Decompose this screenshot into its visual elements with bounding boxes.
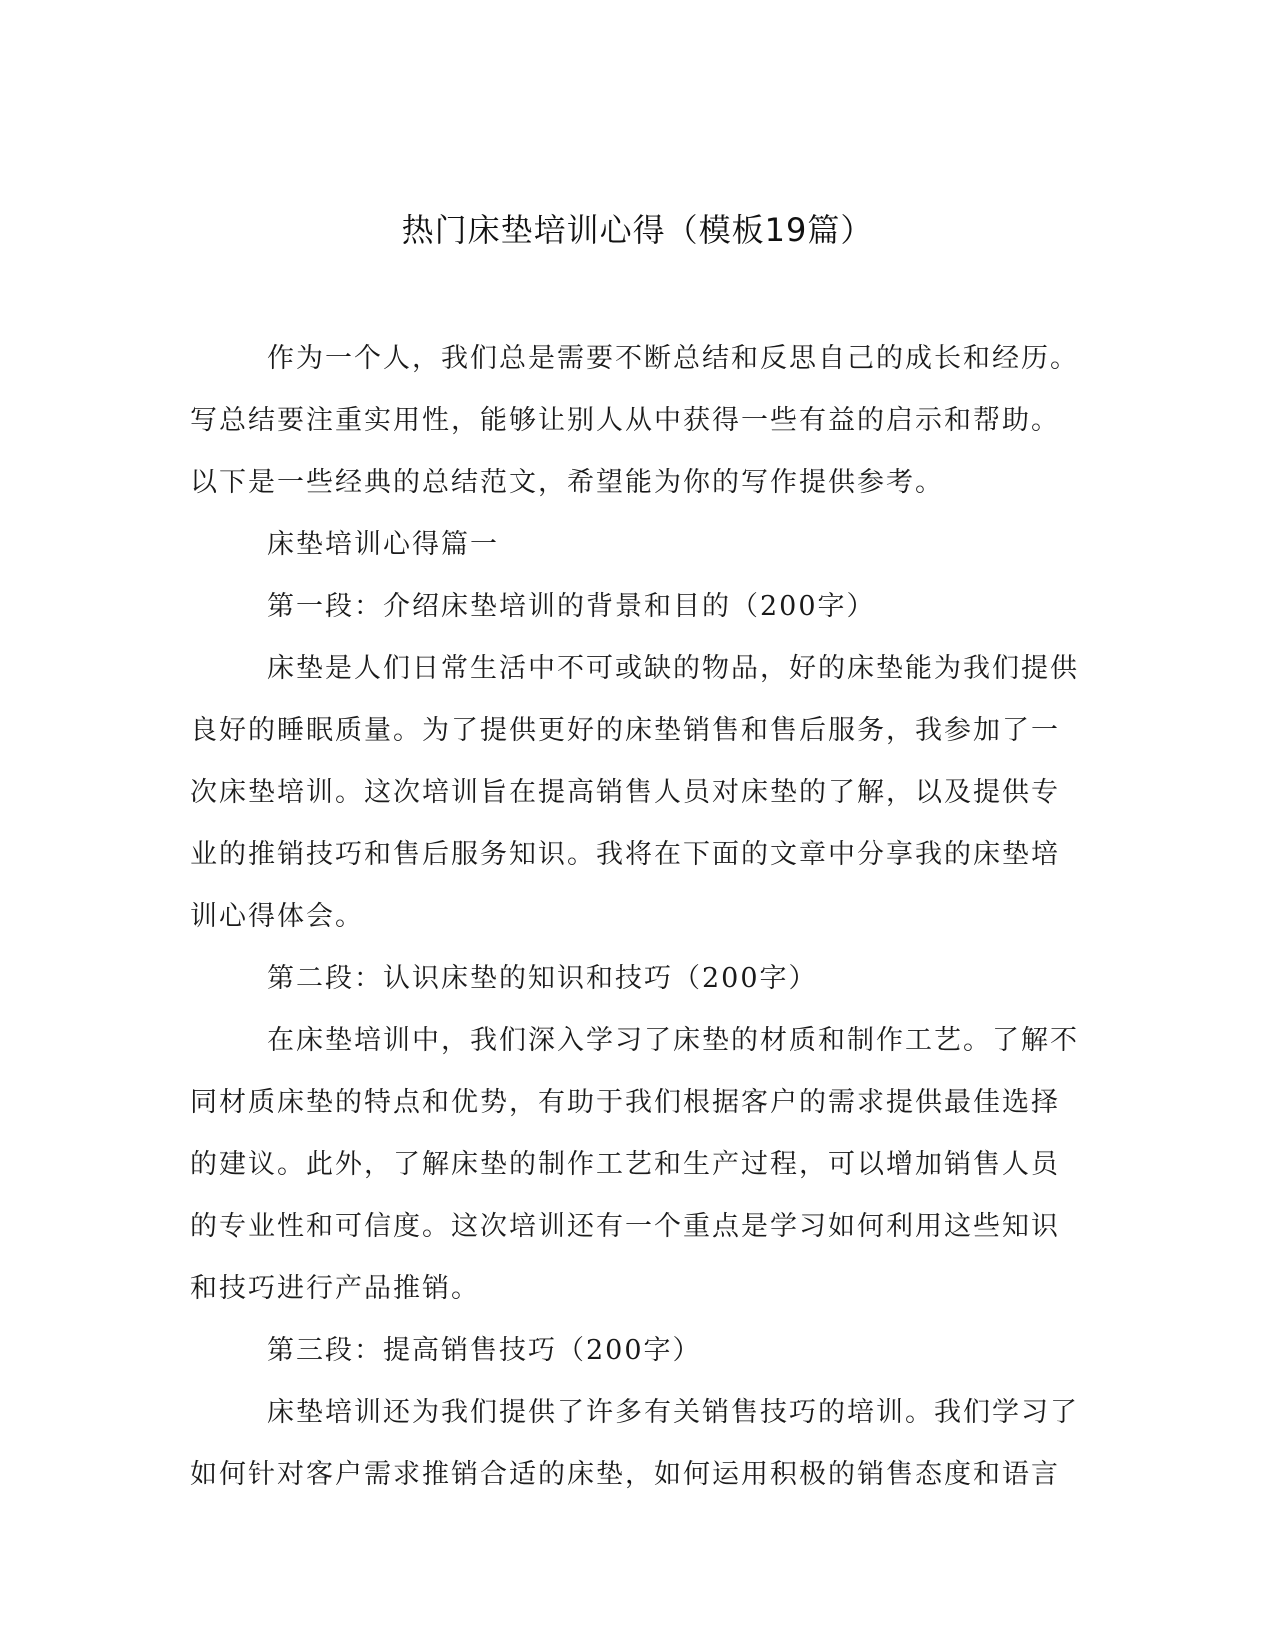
document-title: 热门床垫培训心得（模板19篇） (401, 211, 874, 249)
section-heading-2: 第二段：认识床垫的知识和技巧（200字） (267, 963, 818, 994)
document-body (190, 328, 1080, 1506)
section-paragraph-3: 床垫培训还为我们提供了许多有关销售技巧的培训。我们学习了如何针对客户需求推销合适的床垫，如何运用积极的销售态度和语言 (190, 1397, 1079, 1490)
section-paragraph-1: 床垫是人们日常生活中不可或缺的物品，好的床垫能为我们提供良好的睡眠质量。为了提供更好的床垫销售和售后服务，我参加了一次床垫培训。这次培训旨在提高销售人员对床垫的了解，以及提供专业的推销技巧和售后服务知识。我将在下面的文章中分享我的床垫培训心得体会。 (190, 653, 1079, 932)
section-heading-1: 第一段：介绍床垫培训的背景和目的（200字） (267, 591, 876, 622)
section-paragraph-2: 在床垫培训中，我们深入学习了床垫的材质和制作工艺。了解不同材质床垫的特点和优势，有助于我们根据客户的需求提供最佳选择的建议。此外，了解床垫的制作工艺和生产过程，可以增加销售人员的专业性和可信度。这次培训还有一个重点是学习如何利用这些知识和技巧进行产品推销。 (190, 1025, 1079, 1304)
article-heading: 床垫培训心得篇一 (267, 529, 499, 560)
intro-paragraph: 作为一个人，我们总是需要不断总结和反思自己的成长和经历。写总结要注重实用性，能够让别人从中获得一些有益的启示和帮助。以下是一些经典的总结范文，希望能为你的写作提供参考。 (190, 343, 1079, 498)
section-heading-3: 第三段：提高销售技巧（200字） (267, 1335, 702, 1366)
